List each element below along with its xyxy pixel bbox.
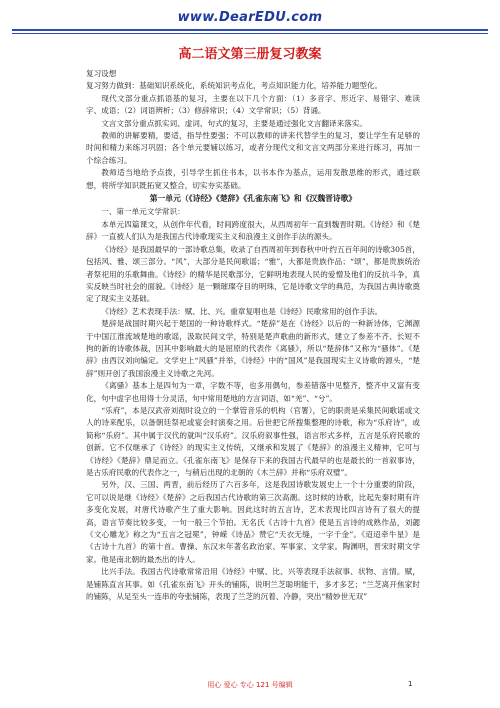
header-rule — [12, 29, 488, 31]
footer-text: 用心 爱心 专心 121 号编辑 — [207, 681, 293, 689]
site-url[interactable]: www.DearEDU.com — [177, 10, 323, 25]
paragraph: “乐府”，本是汉武帝刘彻时设立的一个掌管音乐的机构（官署），它的职责是采集民间歌谣或文人的诗来配乐，以备朝廷祭祀或宴会时演奏之用。后世把它所搜集整理的诗歌，称为“乐府诗”，或简称“乐府”。其中属于汉代的就叫“汉乐府”。汉乐府叙事性强，语言形式多样，五言是乐府民歌的创新。它不仅继承了《诗经》的现实主义传统，又继承和发展了《楚辞》的浪漫主义精神，它可与《诗经》《楚辞》鼎足而立。《孔雀东南飞》是保存下来的我国古代最早的也是最长的一首叙事诗，是古乐府民歌的代表作之一，与稍后出现的北朝的《木兰辞》并称“乐府双璧”。 — [86, 405, 420, 477]
paragraph: 文言文部分重点抓实词、虚词、句式的复习，主要是通过强化文言翻译来落实。 — [101, 118, 367, 128]
document-title: 高二语文第三册复习教案 — [178, 47, 322, 62]
paragraph: 复习设想 — [86, 69, 117, 78]
paragraph: 楚辞是战国时期兴起于楚国的一种诗歌样式。“楚辞”是在《诗经》以后的一种新诗体，它渊源于中国江淮流域楚地的歌谣，汲取民间文学，特别是楚声歌曲的新形式，建立了参差不齐、长短不拘的新的诗歌体裁，因其中影响最大的是屈原的代表作《离骚》，所以“楚辞体”又称为“骚体”。《楚辞》由西汉刘向编定。文学史上“风骚”并举，《诗经》中的“国风”是我国现实主义诗歌的源头，“楚辞”则开创了我国浪漫主义诗歌之先河。 — [86, 319, 420, 378]
paragraph: 一、第一单元文学常识： — [101, 207, 185, 217]
section-heading: 第一单元（《诗经》《楚辞》《孔雀东南飞》和《汉魏晋诗歌》 — [149, 194, 357, 204]
page-footer — [0, 679, 500, 695]
paragraph: 《离骚》基本上是四句为一章，字数不等，也多用偶句，参差错落中见整齐，整齐中又富有变化，句中虚字也用得十分灵活，句中常用楚地的方言词语，如“羌”、“兮”。 — [86, 381, 420, 403]
page-number: 1 — [408, 680, 413, 688]
paragraph: 《诗经》是我国最早的一部诗歌总集，收录了自西周初年到春秋中叶约五百年间的诗歌305首，包括风、雅、颂三部分。“风”，大部分是民间歌谣；“雅”，大都是贵族作品；“颂”，都是贵族统治者祭祀用的乐歌舞曲。《诗经》的精华是民歌部分，它鲜明地表现人民的爱憎及他们的反抗斗争，真实反映当时社会的面貌。《诗经》是一颗璀璨夺目的明珠，它是诗歌文学的典范，为我国古典诗歌奠定了现实主义基础。 — [86, 244, 420, 304]
document-body — [86, 68, 420, 603]
site-header — [0, 10, 500, 40]
paragraph: 另外，汉、三国、两晋，前后经历了六百多年，这是我国诗歌发展史上一个十分重要的阶段，它可以说是继《诗经》《楚辞》之后我国古代诗歌的第三次高潮。这时候的诗歌，比起先秦时期有许多变化发展，对唐代诗歌产生了重大影响。因此这时的五言诗，艺术表现比四言诗有了很大的提高，语言节奏比较多变，一句一般三个节拍。无名氏《古诗十九首》使是五言诗的成熟作品，刘勰《文心雕龙》称之为“五言之冠冕”，钟嵘《诗品》赞它“天衣无缝，一字千金”。《迢迢牵牛星》是《古诗十九首》的第十首。曹操、东汉末年著名政治家、军事家、文学家。陶渊明，晋宋时期文学家。他是南北朝的最杰出的诗人。 — [86, 480, 420, 564]
header-rule-thin — [12, 33, 488, 34]
paragraph: 教师的讲解要精，要适，指导性要强；不可以教师的讲来代替学生的复习，要让学生有足够的时间和精力来练习巩固；各个单元要辅以练习，或者分现代文和文言文两部分来进行练习，再加一个综合练习。 — [86, 131, 420, 165]
paragraph: 复习努力做到：基础知识系统化，系统知识考点化，考点知识能力化，培养能力题型化。 — [86, 81, 383, 91]
paragraph: 《诗经》艺术表现手法：赋、比、兴。重章复唱也是《诗经》民歌常用的创作手法。 — [101, 306, 383, 316]
paragraph: 本单元四篇课文，从创作年代看，时间跨度很大，从西周初年一直到魏晋时期。《诗经》和《楚辞》一直被人们认为是我国古代诗歌现实主义和浪漫主义创作手法的源头。 — [86, 219, 420, 242]
paragraph: 教师适当地给予点拨，引导学生抓住书本，以书本作为基点，运用发散思维的形式，通过联想，将所学知识既拓宽又整合，切实夯实基础。 — [86, 168, 420, 190]
paragraph: 比兴手法。我国古代诗歌常常沿用《诗经》中赋、比、兴等表现手法叙事、状物、言情。赋，是铺陈直言其事。如《孔雀东南飞》开头的铺陈，说明兰芝聪明能干，多才多艺；“兰芝离开焦家时的铺陈，从足至头一连串的夸张铺陈，表现了兰芝的沉着、冷静，突出“精妙世无双” — [86, 567, 420, 602]
paragraph: 现代文部分重点抓语基的复习，主要在以下几个方面：（1）多音字、形近字、易错字、难读字、成语；（2）词语辨析；（3）修辞常识；（4）文学常识；（5）背诵。 — [86, 93, 420, 116]
